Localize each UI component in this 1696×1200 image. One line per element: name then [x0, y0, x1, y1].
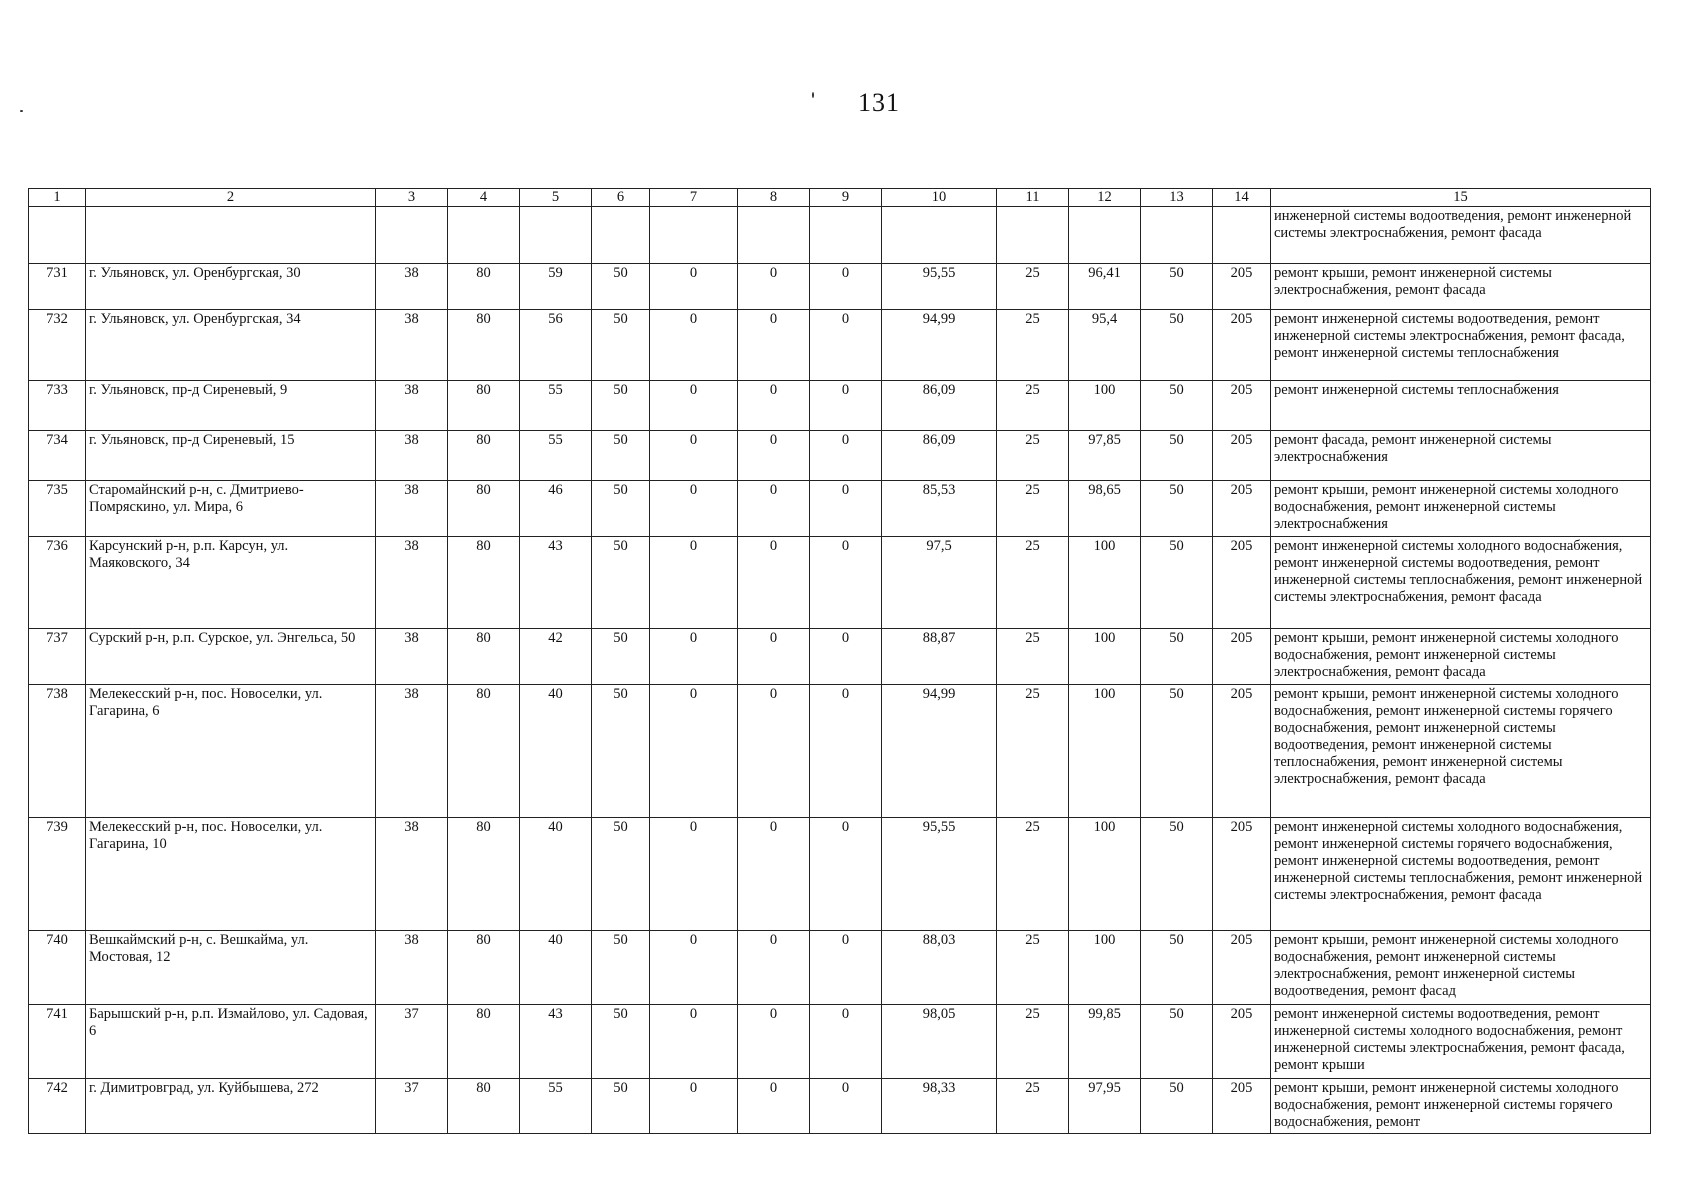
column-number-cell: 10 [882, 189, 997, 207]
value-3-cell: 38 [376, 629, 448, 685]
value-7-cell: 0 [650, 310, 738, 381]
works-list-cell: ремонт инженерной системы холодного водоснабжения, ремонт инженерной системы горячего водоснабжения, ремонт инженерной системы водоотведения, ремонт инженерной системы теплоснабжения, ремонт инженерной системы электроснабжения, ремонт фасада [1271, 818, 1651, 931]
value-7-cell: 0 [650, 685, 738, 818]
value-9-cell: 0 [810, 264, 882, 310]
value-11-cell: 25 [997, 629, 1069, 685]
value-5-cell: 56 [520, 310, 592, 381]
value-12-cell: 98,65 [1069, 481, 1141, 537]
column-number-cell: 8 [738, 189, 810, 207]
value-10-cell: 95,55 [882, 264, 997, 310]
empty-cell [997, 207, 1069, 264]
value-11-cell: 25 [997, 481, 1069, 537]
value-10-cell: 97,5 [882, 537, 997, 629]
value-7-cell: 0 [650, 1079, 738, 1134]
value-7-cell: 0 [650, 818, 738, 931]
value-4-cell: 80 [448, 931, 520, 1005]
value-4-cell: 80 [448, 685, 520, 818]
row-number-cell: 732 [29, 310, 86, 381]
empty-cell [29, 207, 86, 264]
value-10-cell: 86,09 [882, 431, 997, 481]
value-7-cell: 0 [650, 381, 738, 431]
value-10-cell: 94,99 [882, 310, 997, 381]
value-7-cell: 0 [650, 629, 738, 685]
column-number-cell: 9 [810, 189, 882, 207]
value-9-cell: 0 [810, 481, 882, 537]
value-14-cell: 205 [1213, 381, 1271, 431]
address-cell: Сурский р-н, р.п. Сурское, ул. Энгельса, 50 [86, 629, 376, 685]
value-4-cell: 80 [448, 1079, 520, 1134]
value-8-cell: 0 [738, 381, 810, 431]
value-6-cell: 50 [592, 1005, 650, 1079]
address-cell: Мелекесский р-н, пос. Новоселки, ул. Гагарина, 6 [86, 685, 376, 818]
empty-cell [520, 207, 592, 264]
column-number-cell: 6 [592, 189, 650, 207]
value-11-cell: 25 [997, 931, 1069, 1005]
value-11-cell: 25 [997, 685, 1069, 818]
works-list-cell: ремонт инженерной системы водоотведения, ремонт инженерной системы электроснабжения, ремонт фасада, ремонт инженерной системы теплоснабжения [1271, 310, 1651, 381]
address-cell: Старомайнский р-н, с. Дмитриево-Помряскино, ул. Мира, 6 [86, 481, 376, 537]
value-9-cell: 0 [810, 931, 882, 1005]
value-14-cell: 205 [1213, 1005, 1271, 1079]
value-5-cell: 40 [520, 931, 592, 1005]
empty-cell [86, 207, 376, 264]
value-8-cell: 0 [738, 629, 810, 685]
value-13-cell: 50 [1141, 629, 1213, 685]
value-6-cell: 50 [592, 537, 650, 629]
value-14-cell: 205 [1213, 931, 1271, 1005]
works-list-cell: ремонт крыши, ремонт инженерной системы холодного водоснабжения, ремонт инженерной системы электроснабжения, ремонт фасада [1271, 629, 1651, 685]
value-6-cell: 50 [592, 1079, 650, 1134]
value-13-cell: 50 [1141, 818, 1213, 931]
works-list-cell: ремонт инженерной системы теплоснабжения [1271, 381, 1651, 431]
row-number-cell: 735 [29, 481, 86, 537]
table-row [29, 431, 1651, 481]
value-4-cell: 80 [448, 264, 520, 310]
value-12-cell: 100 [1069, 818, 1141, 931]
table-row [29, 381, 1651, 431]
value-4-cell: 80 [448, 310, 520, 381]
value-4-cell: 80 [448, 629, 520, 685]
value-10-cell: 86,09 [882, 381, 997, 431]
row-number-cell: 733 [29, 381, 86, 431]
value-10-cell: 95,55 [882, 818, 997, 931]
value-5-cell: 42 [520, 629, 592, 685]
scan-speck [812, 92, 814, 98]
value-14-cell: 205 [1213, 685, 1271, 818]
value-6-cell: 50 [592, 310, 650, 381]
value-3-cell: 38 [376, 381, 448, 431]
value-3-cell: 38 [376, 481, 448, 537]
value-13-cell: 50 [1141, 381, 1213, 431]
value-13-cell: 50 [1141, 685, 1213, 818]
column-number-cell: 3 [376, 189, 448, 207]
value-5-cell: 46 [520, 481, 592, 537]
value-5-cell: 43 [520, 537, 592, 629]
value-3-cell: 38 [376, 310, 448, 381]
value-11-cell: 25 [997, 431, 1069, 481]
value-7-cell: 0 [650, 264, 738, 310]
works-list-cell: ремонт крыши, ремонт инженерной системы электроснабжения, ремонт фасада [1271, 264, 1651, 310]
value-11-cell: 25 [997, 381, 1069, 431]
column-number-cell: 14 [1213, 189, 1271, 207]
value-7-cell: 0 [650, 431, 738, 481]
empty-cell [1069, 207, 1141, 264]
empty-cell [592, 207, 650, 264]
value-6-cell: 50 [592, 931, 650, 1005]
address-cell: г. Ульяновск, пр-д Сиреневый, 15 [86, 431, 376, 481]
empty-cell [650, 207, 738, 264]
row-number-cell: 734 [29, 431, 86, 481]
table-row [29, 629, 1651, 685]
value-13-cell: 50 [1141, 537, 1213, 629]
address-cell: г. Ульяновск, пр-д Сиреневый, 9 [86, 381, 376, 431]
works-list-cell: инженерной системы водоотведения, ремонт инженерной системы электроснабжения, ремонт фасада [1271, 207, 1651, 264]
row-number-cell: 741 [29, 1005, 86, 1079]
works-list-cell: ремонт инженерной системы холодного водоснабжения, ремонт инженерной системы водоотведения, ремонт инженерной системы теплоснабжения, ремонт инженерной системы электроснабжения, ремонт фасада [1271, 537, 1651, 629]
value-11-cell: 25 [997, 264, 1069, 310]
value-13-cell: 50 [1141, 431, 1213, 481]
value-12-cell: 100 [1069, 685, 1141, 818]
value-13-cell: 50 [1141, 481, 1213, 537]
value-3-cell: 38 [376, 818, 448, 931]
value-4-cell: 80 [448, 481, 520, 537]
value-9-cell: 0 [810, 1079, 882, 1134]
value-4-cell: 80 [448, 537, 520, 629]
value-12-cell: 100 [1069, 381, 1141, 431]
value-11-cell: 25 [997, 537, 1069, 629]
value-10-cell: 88,87 [882, 629, 997, 685]
table-row [29, 1005, 1651, 1079]
value-8-cell: 0 [738, 481, 810, 537]
value-13-cell: 50 [1141, 1005, 1213, 1079]
value-5-cell: 55 [520, 1079, 592, 1134]
value-14-cell: 205 [1213, 264, 1271, 310]
column-number-cell: 1 [29, 189, 86, 207]
value-9-cell: 0 [810, 431, 882, 481]
table-row [29, 537, 1651, 629]
value-9-cell: 0 [810, 537, 882, 629]
value-4-cell: 80 [448, 431, 520, 481]
value-10-cell: 85,53 [882, 481, 997, 537]
table-row [29, 310, 1651, 381]
works-list-cell: ремонт инженерной системы водоотведения, ремонт инженерной системы холодного водоснабжения, ремонт инженерной системы электроснабжения, ремонт фасада, ремонт крыши [1271, 1005, 1651, 1079]
address-cell: г. Димитровград, ул. Куйбышева, 272 [86, 1079, 376, 1134]
table-row [29, 481, 1651, 537]
row-number-cell: 742 [29, 1079, 86, 1134]
value-3-cell: 38 [376, 685, 448, 818]
value-9-cell: 0 [810, 629, 882, 685]
value-14-cell: 205 [1213, 818, 1271, 931]
value-14-cell: 205 [1213, 310, 1271, 381]
value-5-cell: 43 [520, 1005, 592, 1079]
table-row [29, 931, 1651, 1005]
value-6-cell: 50 [592, 818, 650, 931]
value-8-cell: 0 [738, 931, 810, 1005]
value-7-cell: 0 [650, 481, 738, 537]
address-cell: г. Ульяновск, ул. Оренбургская, 30 [86, 264, 376, 310]
value-5-cell: 55 [520, 381, 592, 431]
column-number-cell: 5 [520, 189, 592, 207]
value-11-cell: 25 [997, 818, 1069, 931]
value-9-cell: 0 [810, 685, 882, 818]
value-8-cell: 0 [738, 310, 810, 381]
value-9-cell: 0 [810, 310, 882, 381]
empty-cell [1141, 207, 1213, 264]
works-list-cell: ремонт крыши, ремонт инженерной системы холодного водоснабжения, ремонт инженерной системы электроснабжения, ремонт инженерной системы водоотведения, ремонт фасад [1271, 931, 1651, 1005]
value-6-cell: 50 [592, 264, 650, 310]
value-5-cell: 40 [520, 818, 592, 931]
repair-program-table [28, 188, 1651, 1134]
value-8-cell: 0 [738, 1005, 810, 1079]
column-number-row [29, 189, 1651, 207]
value-10-cell: 98,33 [882, 1079, 997, 1134]
value-11-cell: 25 [997, 1005, 1069, 1079]
value-5-cell: 59 [520, 264, 592, 310]
value-13-cell: 50 [1141, 310, 1213, 381]
value-12-cell: 95,4 [1069, 310, 1141, 381]
value-5-cell: 55 [520, 431, 592, 481]
value-7-cell: 0 [650, 537, 738, 629]
value-14-cell: 205 [1213, 1079, 1271, 1134]
value-12-cell: 99,85 [1069, 1005, 1141, 1079]
value-9-cell: 0 [810, 818, 882, 931]
value-10-cell: 98,05 [882, 1005, 997, 1079]
column-number-cell: 7 [650, 189, 738, 207]
table-row [29, 685, 1651, 818]
value-12-cell: 100 [1069, 931, 1141, 1005]
value-10-cell: 88,03 [882, 931, 997, 1005]
column-number-cell: 13 [1141, 189, 1213, 207]
value-4-cell: 80 [448, 818, 520, 931]
value-3-cell: 37 [376, 1005, 448, 1079]
works-list-cell: ремонт крыши, ремонт инженерной системы холодного водоснабжения, ремонт инженерной системы горячего водоснабжения, ремонт [1271, 1079, 1651, 1134]
works-list-cell: ремонт фасада, ремонт инженерной системы электроснабжения [1271, 431, 1651, 481]
value-13-cell: 50 [1141, 1079, 1213, 1134]
empty-cell [882, 207, 997, 264]
value-12-cell: 97,85 [1069, 431, 1141, 481]
column-number-cell: 2 [86, 189, 376, 207]
scan-speck [20, 110, 23, 112]
value-12-cell: 97,95 [1069, 1079, 1141, 1134]
value-14-cell: 205 [1213, 431, 1271, 481]
value-3-cell: 37 [376, 1079, 448, 1134]
value-9-cell: 0 [810, 381, 882, 431]
value-4-cell: 80 [448, 381, 520, 431]
page-number: 131 [858, 88, 900, 117]
value-7-cell: 0 [650, 1005, 738, 1079]
value-14-cell: 205 [1213, 537, 1271, 629]
table-row [29, 1079, 1651, 1134]
value-10-cell: 94,99 [882, 685, 997, 818]
value-8-cell: 0 [738, 537, 810, 629]
table-row [29, 818, 1651, 931]
column-number-cell: 11 [997, 189, 1069, 207]
row-number-cell: 737 [29, 629, 86, 685]
value-3-cell: 38 [376, 264, 448, 310]
value-13-cell: 50 [1141, 264, 1213, 310]
table-row [29, 264, 1651, 310]
value-14-cell: 205 [1213, 629, 1271, 685]
value-3-cell: 38 [376, 431, 448, 481]
empty-cell [738, 207, 810, 264]
value-3-cell: 38 [376, 931, 448, 1005]
value-6-cell: 50 [592, 685, 650, 818]
value-9-cell: 0 [810, 1005, 882, 1079]
value-7-cell: 0 [650, 931, 738, 1005]
column-number-cell: 4 [448, 189, 520, 207]
value-11-cell: 25 [997, 1079, 1069, 1134]
column-number-cell: 12 [1069, 189, 1141, 207]
address-cell: Карсунский р-н, р.п. Карсун, ул. Маяковского, 34 [86, 537, 376, 629]
address-cell: Мелекесский р-н, пос. Новоселки, ул. Гагарина, 10 [86, 818, 376, 931]
value-8-cell: 0 [738, 431, 810, 481]
row-number-cell: 736 [29, 537, 86, 629]
value-13-cell: 50 [1141, 931, 1213, 1005]
continuation-row [29, 207, 1651, 264]
value-12-cell: 100 [1069, 629, 1141, 685]
value-8-cell: 0 [738, 1079, 810, 1134]
column-number-cell: 15 [1271, 189, 1651, 207]
value-6-cell: 50 [592, 381, 650, 431]
value-12-cell: 96,41 [1069, 264, 1141, 310]
empty-cell [1213, 207, 1271, 264]
value-3-cell: 38 [376, 537, 448, 629]
row-number-cell: 738 [29, 685, 86, 818]
value-12-cell: 100 [1069, 537, 1141, 629]
empty-cell [376, 207, 448, 264]
value-4-cell: 80 [448, 1005, 520, 1079]
value-6-cell: 50 [592, 431, 650, 481]
address-cell: Барышский р-н, р.п. Измайлово, ул. Садовая, 6 [86, 1005, 376, 1079]
works-list-cell: ремонт крыши, ремонт инженерной системы холодного водоснабжения, ремонт инженерной системы горячего водоснабжения, ремонт инженерной системы водоотведения, ремонт инженерной системы теплоснабжения, ремонт инженерной системы электроснабжения, ремонт фасада [1271, 685, 1651, 818]
value-14-cell: 205 [1213, 481, 1271, 537]
empty-cell [810, 207, 882, 264]
value-11-cell: 25 [997, 310, 1069, 381]
value-8-cell: 0 [738, 264, 810, 310]
value-8-cell: 0 [738, 685, 810, 818]
works-list-cell: ремонт крыши, ремонт инженерной системы холодного водоснабжения, ремонт инженерной системы электроснабжения [1271, 481, 1651, 537]
value-5-cell: 40 [520, 685, 592, 818]
empty-cell [448, 207, 520, 264]
address-cell: г. Ульяновск, ул. Оренбургская, 34 [86, 310, 376, 381]
row-number-cell: 731 [29, 264, 86, 310]
row-number-cell: 740 [29, 931, 86, 1005]
value-6-cell: 50 [592, 481, 650, 537]
row-number-cell: 739 [29, 818, 86, 931]
value-6-cell: 50 [592, 629, 650, 685]
value-8-cell: 0 [738, 818, 810, 931]
address-cell: Вешкаймский р-н, с. Вешкайма, ул. Мостовая, 12 [86, 931, 376, 1005]
